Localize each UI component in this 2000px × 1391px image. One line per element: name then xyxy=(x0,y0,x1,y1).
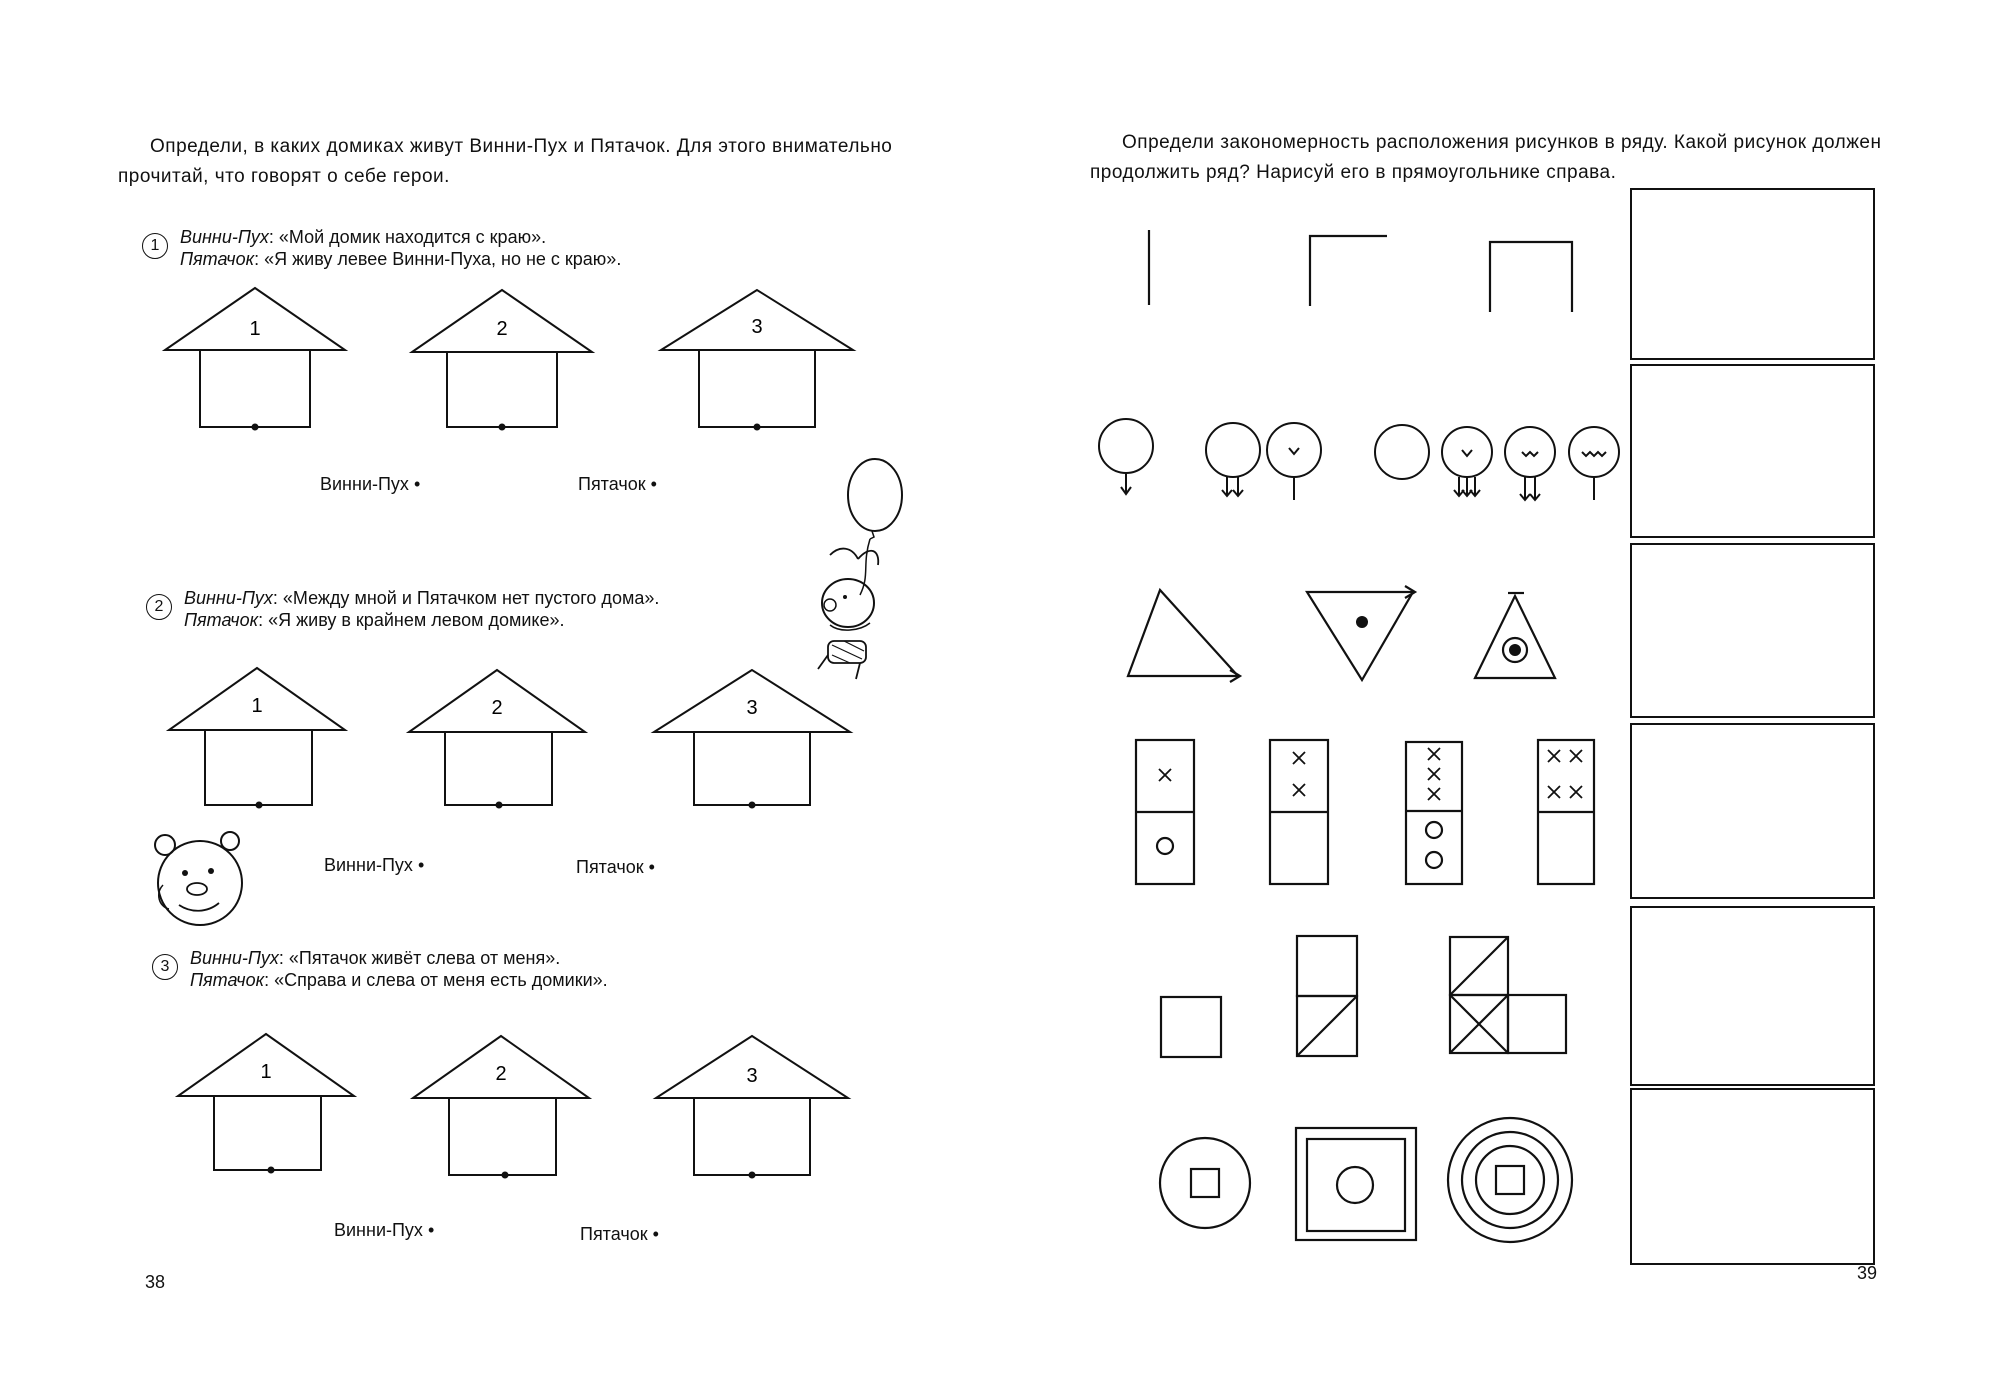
house-1[interactable] xyxy=(178,1034,354,1174)
figure-3 xyxy=(1375,425,1619,500)
row-triangles xyxy=(1128,586,1555,682)
right-instruction: Определи закономерность расположения рисунков в ряду. Какой рисунок должен продолжить ряд? Нарисуй его в прямоугольнике справа. xyxy=(1090,132,1882,183)
figure-3 xyxy=(1406,742,1462,884)
task-2-piglet-line xyxy=(184,609,565,631)
house-2[interactable] xyxy=(412,290,592,431)
house-3[interactable] xyxy=(656,1036,848,1179)
task-1-piglet-quote: : «Я живу левее Винни-Пуха, но не с краю». xyxy=(254,249,622,269)
figure-1 xyxy=(1099,419,1153,494)
figure-1 xyxy=(1161,997,1221,1057)
task-2-number: 2 xyxy=(146,594,172,620)
task-1-piglet-line xyxy=(180,248,621,270)
row-nested-shapes xyxy=(1160,1118,1572,1242)
house-number: 1 xyxy=(251,695,263,717)
left-instruction: Определи, в каких домиках живут Винни-Пух и Пятачок. Для этого внимательно прочитай, что говорят о себе герои. xyxy=(118,136,893,187)
task-2-pooh-speaker: Винни-Пух xyxy=(184,588,273,608)
task-2-label-piglet[interactable]: Пятачок • xyxy=(576,857,655,877)
task-3-piglet-line xyxy=(190,969,608,991)
task-1-pooh-line xyxy=(180,226,546,248)
task-2-pooh-line xyxy=(184,587,659,609)
task-2-pooh-quote: : «Между мной и Пятачком нет пустого дома». xyxy=(272,588,660,608)
figure-2 xyxy=(1270,740,1328,884)
task-3-pooh-quote: : «Пятачок живёт слева от меня». xyxy=(278,948,561,968)
task-1-piglet-speaker: Пятачок xyxy=(180,249,255,269)
figure-2 xyxy=(1297,936,1357,1056)
house-1[interactable] xyxy=(169,668,345,809)
figure-2 xyxy=(1310,236,1387,306)
task-1-label-piglet[interactable]: Пятачок • xyxy=(578,474,657,494)
task-3-label-pooh[interactable]: Винни-Пух • xyxy=(334,1220,435,1240)
house-2[interactable] xyxy=(413,1036,589,1179)
task-3-pooh-line xyxy=(190,947,560,969)
task-3-label-piglet[interactable]: Пятачок • xyxy=(580,1224,659,1244)
right-page xyxy=(1000,0,2000,1391)
label-text: Пятачок xyxy=(576,857,644,877)
row-square-blocks xyxy=(1161,936,1566,1057)
figure-1 xyxy=(1136,740,1194,884)
figure-3 xyxy=(1490,242,1572,312)
task-3-piglet-quote: : «Справа и слева от меня есть домики». xyxy=(264,970,608,990)
house-2[interactable] xyxy=(409,670,585,809)
task-1-pooh-quote: : «Мой домик находится с краю». xyxy=(268,227,547,247)
left-page-number: 38 xyxy=(145,1272,166,1292)
label-text: Винни-Пух xyxy=(324,855,413,875)
label-text: Пятачок xyxy=(580,1224,648,1244)
piglet-illustration xyxy=(800,455,920,695)
house-number: 1 xyxy=(249,318,261,340)
pattern-figures xyxy=(1000,0,2000,1391)
task-1-pooh-speaker: Винни-Пух xyxy=(180,227,269,247)
task-3-number: 3 xyxy=(152,954,178,980)
task-1-number: 1 xyxy=(142,233,168,259)
figure-1 xyxy=(1160,1138,1250,1228)
label-text: Пятачок xyxy=(578,474,646,494)
figure-4 xyxy=(1538,740,1594,884)
house-number: 2 xyxy=(491,697,503,719)
figure-3 xyxy=(1448,1118,1572,1242)
house-number: 1 xyxy=(260,1061,272,1083)
figure-1 xyxy=(1128,590,1240,682)
house-number: 3 xyxy=(746,697,758,719)
figure-3 xyxy=(1475,593,1555,678)
label-text: Винни-Пух xyxy=(334,1220,423,1240)
task-1-label-pooh[interactable]: Винни-Пух • xyxy=(320,474,421,494)
task-2-label-pooh[interactable]: Винни-Пух • xyxy=(324,855,425,875)
house-number: 3 xyxy=(746,1065,758,1087)
right-page-number: 39 xyxy=(1857,1263,1878,1283)
task-3-piglet-speaker: Пятачок xyxy=(190,970,265,990)
pooh-illustration xyxy=(145,825,255,935)
figure-3 xyxy=(1450,937,1566,1053)
label-text: Винни-Пух xyxy=(320,474,409,494)
house-number: 2 xyxy=(496,318,508,340)
figure-2 xyxy=(1296,1128,1416,1240)
row-dominoes xyxy=(1136,740,1594,884)
house-1[interactable] xyxy=(165,288,345,431)
row-line-segments xyxy=(1149,230,1572,312)
house-number: 2 xyxy=(495,1063,507,1085)
figure-2 xyxy=(1206,423,1321,500)
task-2-piglet-quote: : «Я живу в крайнем левом домике». xyxy=(258,610,565,630)
task-3-pooh-speaker: Винни-Пух xyxy=(190,948,279,968)
figure-2 xyxy=(1307,586,1415,680)
row-balloons xyxy=(1099,419,1619,500)
task-2-piglet-speaker: Пятачок xyxy=(184,610,259,630)
house-number: 3 xyxy=(751,316,763,338)
house-3[interactable] xyxy=(661,290,853,431)
